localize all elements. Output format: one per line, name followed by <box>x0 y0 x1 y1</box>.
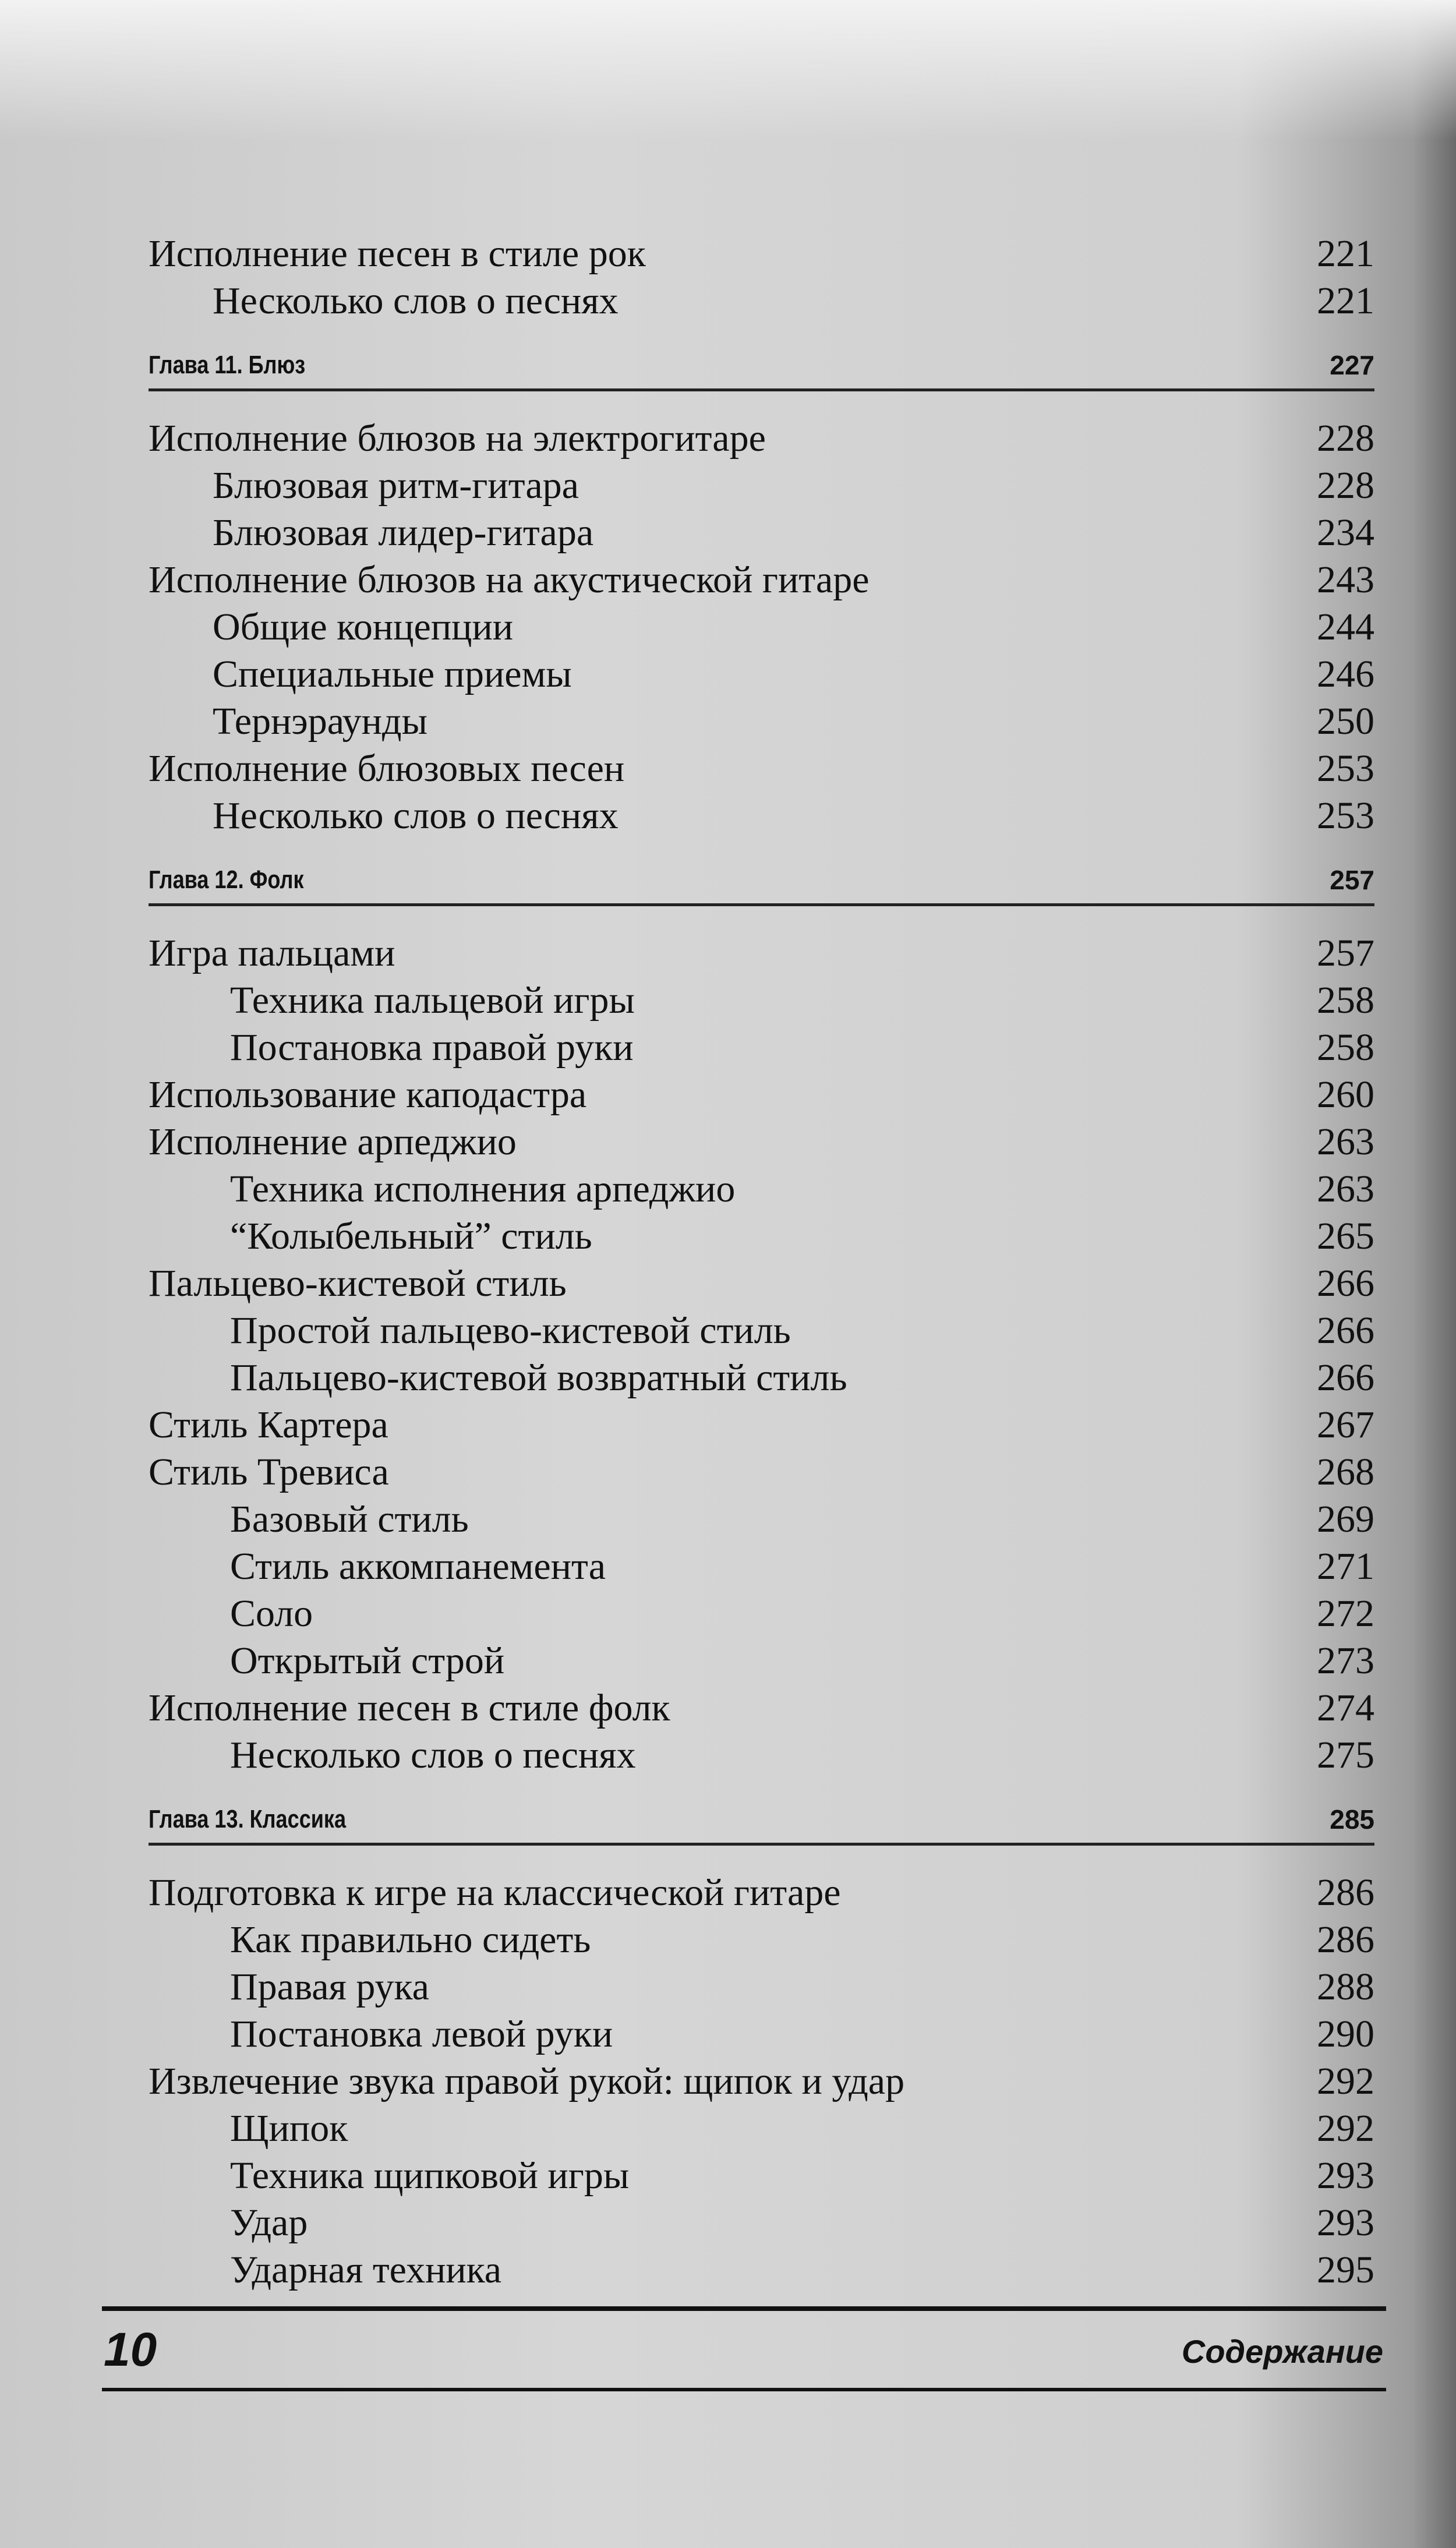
toc-entry <box>149 2246 1374 2293</box>
toc-entry-page-number: 260 <box>1317 1073 1374 1116</box>
chapter-title: Глава 13. Классика <box>149 1805 347 1833</box>
toc-entry-title: Пальцево-кистевой возвратный стиль <box>230 1356 847 1399</box>
toc-entry <box>149 1543 1374 1590</box>
toc-entry-title: Как правильно сидеть <box>230 1918 591 1961</box>
toc-entry-title: Удар <box>230 2201 308 2244</box>
toc-entry-page-number: 267 <box>1317 1404 1374 1446</box>
toc-entry-title: Базовый стиль <box>230 1498 469 1540</box>
toc-entry <box>149 556 1374 603</box>
chapter-rule <box>149 903 1374 906</box>
toc-entry-page-number: 290 <box>1317 2013 1374 2055</box>
toc-entry-page-number: 221 <box>1317 280 1374 322</box>
toc-entry-page-number: 274 <box>1317 1687 1374 1729</box>
toc-entry-page-number: 295 <box>1317 2249 1374 2291</box>
toc-entry-page-number: 263 <box>1317 1121 1374 1163</box>
chapter-page-number: 227 <box>1330 350 1374 380</box>
toc-entry <box>149 2152 1374 2199</box>
toc-entry-title: Ударная техника <box>230 2249 502 2291</box>
toc-entry-page-number: 253 <box>1317 747 1374 790</box>
toc-entry <box>149 603 1374 651</box>
chapter-page-number: 285 <box>1330 1804 1374 1835</box>
toc-entry <box>149 2105 1374 2152</box>
toc-entry-title: Тернэраунды <box>213 700 427 743</box>
running-section-title: Содержание <box>1181 2333 1383 2370</box>
toc-entry-page-number: 234 <box>1317 511 1374 554</box>
toc-entry <box>149 1307 1374 1354</box>
toc-entry-title: Извлечение звука правой рукой: щипок и удар <box>149 2060 905 2102</box>
page-top-highlight <box>0 0 1456 140</box>
chapter-title: Глава 11. Блюз <box>149 351 306 379</box>
toc-entry-page-number: 268 <box>1317 1451 1374 1493</box>
toc-entry-page-number: 266 <box>1317 1262 1374 1305</box>
toc-entry <box>149 1213 1374 1260</box>
toc-entry-title: Подготовка к игре на классической гитаре <box>149 1871 841 1914</box>
toc-entry <box>149 1071 1374 1118</box>
toc-entry-title: Пальцево-кистевой стиль <box>149 1262 567 1305</box>
toc-entry <box>149 277 1374 324</box>
toc-entry <box>149 1448 1374 1496</box>
toc-entry <box>149 1637 1374 1684</box>
toc-entry-title: Блюзовая ритм-гитара <box>213 464 579 507</box>
toc-entry-title: Игра пальцами <box>149 932 395 974</box>
toc-entry <box>149 930 1374 977</box>
toc-entry <box>149 1590 1374 1637</box>
toc-entry-page-number: 265 <box>1317 1215 1374 1257</box>
toc-entry-title: Исполнение песен в стиле рок <box>149 232 646 275</box>
toc-entry-page-number: 258 <box>1317 979 1374 1022</box>
toc-entry <box>149 509 1374 556</box>
toc-entry-title: Исполнение блюзовых песен <box>149 747 625 790</box>
chapter-page-number: 257 <box>1330 865 1374 895</box>
toc-entry <box>149 1963 1374 2010</box>
toc-entry <box>149 792 1374 839</box>
toc-entry-title: Блюзовая лидер-гитара <box>213 511 594 554</box>
toc-entry <box>149 977 1374 1024</box>
toc-entry-page-number: 292 <box>1317 2060 1374 2102</box>
toc-entry-page-number: 244 <box>1317 606 1374 648</box>
toc-entry-title: Техника пальцевой игры <box>230 979 635 1022</box>
toc-entry-page-number: 286 <box>1317 1918 1374 1961</box>
toc-entry <box>149 1684 1374 1731</box>
toc-entry-title: Стиль Картера <box>149 1404 388 1446</box>
toc-entry-title: Исполнение арпеджио <box>149 1121 517 1163</box>
toc-entry-title: Стиль аккомпанемента <box>230 1545 606 1588</box>
toc-entry-title: Несколько слов о песнях <box>230 1734 636 1776</box>
toc-entry-page-number: 272 <box>1317 1592 1374 1635</box>
toc-entry-page-number: 257 <box>1317 932 1374 974</box>
toc-entry-page-number: 250 <box>1317 700 1374 743</box>
toc-entry-title: Специальные приемы <box>213 653 572 695</box>
toc-entry <box>149 745 1374 792</box>
toc-entry-title: Использование каподастра <box>149 1073 587 1116</box>
toc-entry-title: Техника исполнения арпеджио <box>230 1168 736 1210</box>
toc-entry-title: Стиль Тревиса <box>149 1451 389 1493</box>
chapter-rule <box>149 1843 1374 1846</box>
toc-entry-title: Соло <box>230 1592 313 1635</box>
footer-bottom-rule <box>102 2388 1386 2391</box>
toc-entry-page-number: 263 <box>1317 1168 1374 1210</box>
toc-entry <box>149 1731 1374 1779</box>
toc-entry-title: Простой пальцево-кистевой стиль <box>230 1309 791 1352</box>
chapter-title: Глава 12. Фолк <box>149 865 304 894</box>
toc-entry-page-number: 269 <box>1317 1498 1374 1540</box>
toc-entry-page-number: 293 <box>1317 2154 1374 2197</box>
toc-entry-title: Щипок <box>230 2107 348 2150</box>
toc-entry <box>149 1260 1374 1307</box>
toc-entry-page-number: 292 <box>1317 2107 1374 2150</box>
toc-entry-page-number: 288 <box>1317 1966 1374 2008</box>
toc-entry-page-number: 273 <box>1317 1639 1374 1682</box>
toc-entry-title: Исполнение блюзов на электрогитаре <box>149 417 766 460</box>
toc-entry <box>149 698 1374 745</box>
toc-entry-page-number: 266 <box>1317 1309 1374 1352</box>
table-of-contents <box>149 230 1374 2293</box>
page-number: 10 <box>104 2323 157 2376</box>
toc-entry-page-number: 228 <box>1317 464 1374 507</box>
toc-entry-title: Несколько слов о песнях <box>213 280 619 322</box>
toc-entry-title: “Колыбельный” стиль <box>230 1215 592 1257</box>
toc-entry <box>149 1165 1374 1213</box>
toc-entry-page-number: 275 <box>1317 1734 1374 1776</box>
toc-entry-title: Исполнение песен в стиле фолк <box>149 1687 670 1729</box>
footer-top-rule <box>102 2306 1386 2311</box>
toc-entry-title: Правая рука <box>230 1966 429 2008</box>
toc-entry-page-number: 228 <box>1317 417 1374 460</box>
toc-chapter-heading <box>149 1779 1374 1869</box>
toc-entry-title: Постановка правой руки <box>230 1026 634 1069</box>
toc-entry-page-number: 293 <box>1317 2201 1374 2244</box>
toc-entry-title: Несколько слов о песнях <box>213 794 619 837</box>
chapter-rule <box>149 388 1374 391</box>
toc-entry <box>149 651 1374 698</box>
toc-entry-title: Техника щипковой игры <box>230 2154 630 2197</box>
toc-entry <box>149 1496 1374 1543</box>
toc-chapter-heading <box>149 324 1374 415</box>
toc-chapter-heading <box>149 839 1374 930</box>
toc-entry-page-number: 221 <box>1317 232 1374 275</box>
toc-entry-page-number: 243 <box>1317 559 1374 601</box>
toc-entry <box>149 1024 1374 1071</box>
toc-entry <box>149 1354 1374 1401</box>
toc-entry-title: Исполнение блюзов на акустической гитаре <box>149 559 870 601</box>
toc-entry-title: Общие концепции <box>213 606 514 648</box>
toc-entry <box>149 2058 1374 2105</box>
toc-entry-title: Открытый строй <box>230 1639 505 1682</box>
toc-entry-page-number: 258 <box>1317 1026 1374 1069</box>
toc-entry-page-number: 253 <box>1317 794 1374 837</box>
toc-entry <box>149 1118 1374 1165</box>
toc-entry <box>149 230 1374 277</box>
toc-entry <box>149 2199 1374 2246</box>
toc-entry-title: Постановка левой руки <box>230 2013 613 2055</box>
toc-entry-page-number: 246 <box>1317 653 1374 695</box>
toc-entry <box>149 2010 1374 2058</box>
toc-entry <box>149 1916 1374 1963</box>
toc-entry <box>149 415 1374 462</box>
toc-entry-page-number: 271 <box>1317 1545 1374 1588</box>
toc-entry <box>149 1401 1374 1448</box>
toc-entry <box>149 462 1374 509</box>
toc-entry-page-number: 286 <box>1317 1871 1374 1914</box>
toc-entry <box>149 1869 1374 1916</box>
toc-entry-page-number: 266 <box>1317 1356 1374 1399</box>
